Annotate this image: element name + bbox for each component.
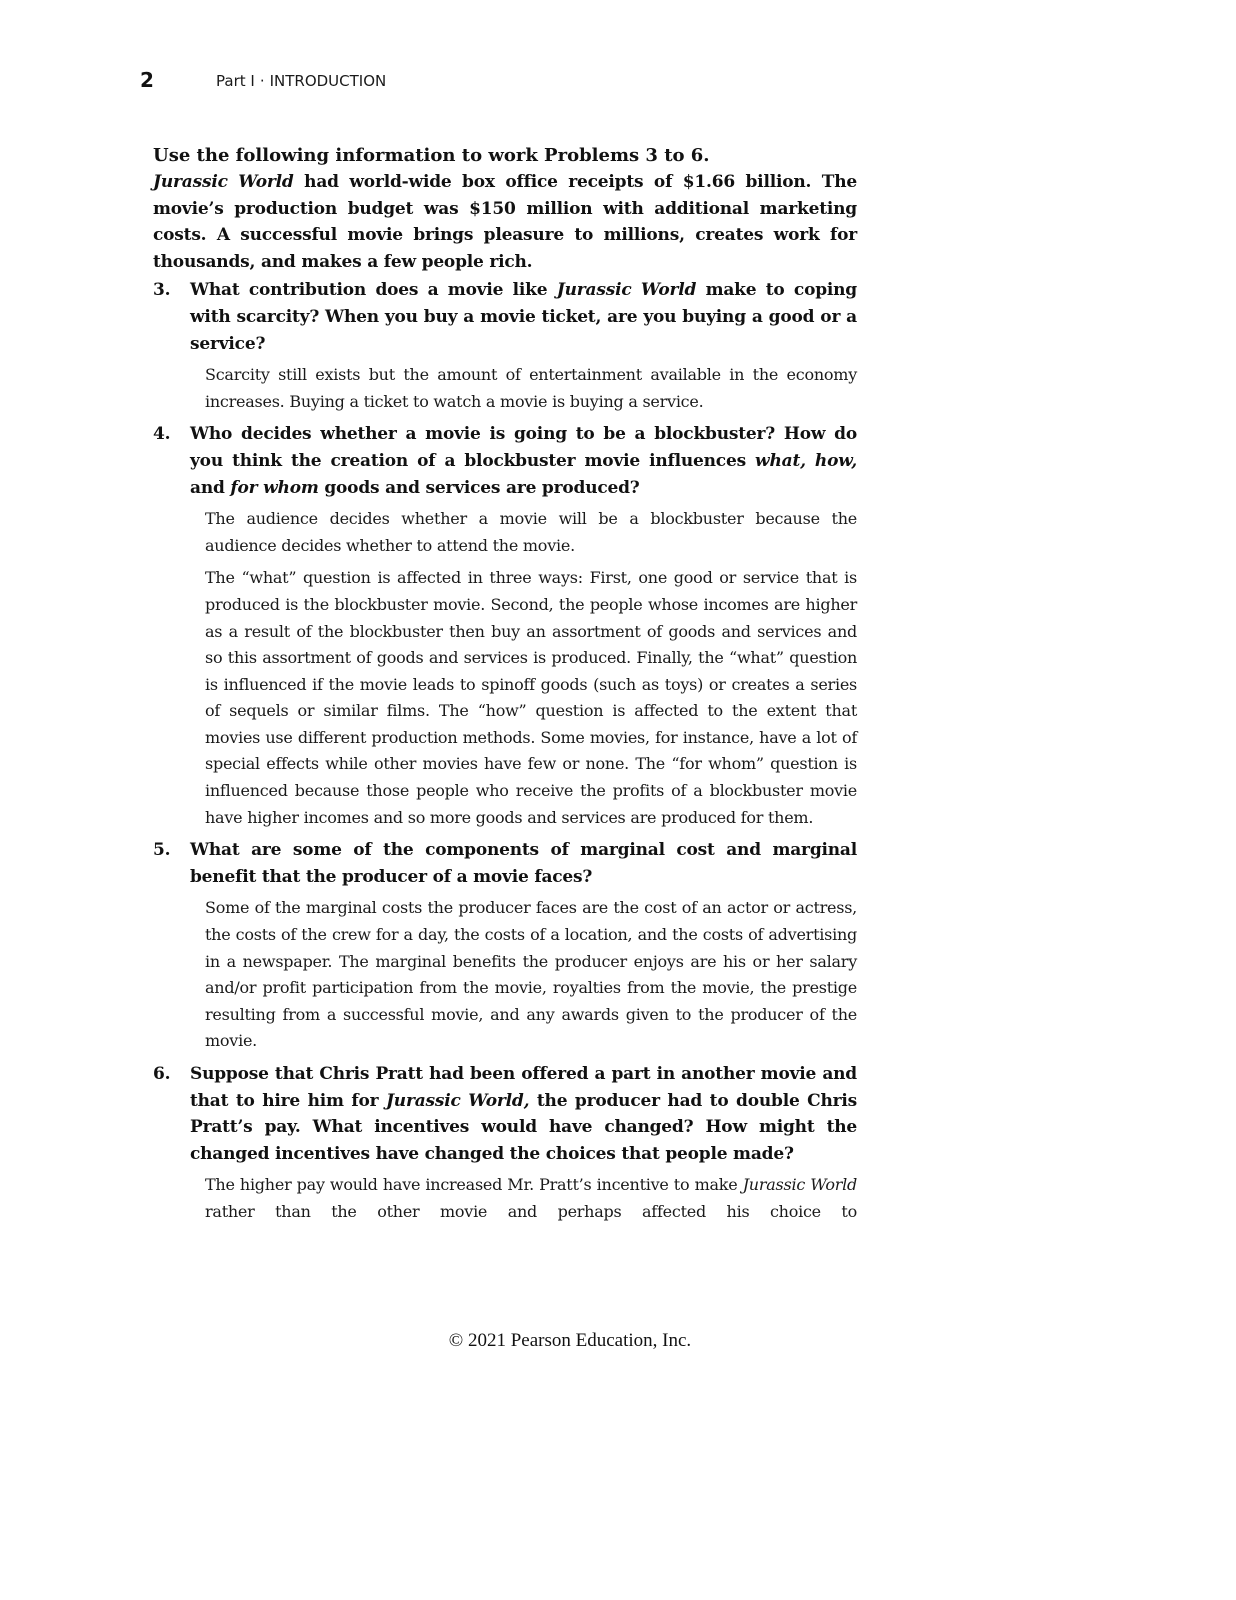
answer-4-paragraph-2: The “what” question is affected in three ways: First, one good or service that is produced is the blockbuster movie. Second, the people whose incomes are higher as a result of the blockbuster then buy an assortment of goods and services and so this assortment of goods and services is produced. Finally, the “what” question is influenced if the movie leads to spinoff goods (such as toys) or creates a series of sequels or similar films. The “how” question is affected to the extent that movies use different production methods. Some movies, for instance, have a lot of special effects while other movies have few or none. The “for whom” question is influenced because those people who receive the profits of a blockbuster movie have higher incomes and so more goods and services are produced for them.: [205, 568, 857, 827]
question-6: 6. Suppose that Chris Pratt had been offered a part in another movie and that to hire him for Jurassic World, the producer had to double Chris Pratt’s pay. What incentives would have changed? How might the changed incentives have changed the choices that people made?: [153, 1061, 857, 1167]
page-body: [153, 142, 857, 1226]
intro-paragraph: Jurassic World had world-wide box office receipts of $1.66 billion. The movie’s production budget was $150 million with additional marketing costs. A successful movie brings pleasure to millions, creates work for thousands, and makes a few people rich.: [153, 172, 857, 272]
question-3: 3. What contribution does a movie like Jurassic World make to coping with scarcity? When you buy a movie ticket, are you buying a good or a service?: [153, 277, 857, 357]
film-title: Jurassic World: [556, 280, 697, 301]
question-number: 5.: [153, 840, 171, 861]
film-title: Jurassic World: [153, 172, 294, 192]
question-5: 5. What are some of the components of marginal cost and marginal benefit that the producer of a movie faces?: [153, 837, 857, 890]
intro-heading: Use the following information to work Problems 3 to 6.: [153, 145, 710, 166]
question-number: 3.: [153, 280, 171, 301]
question-4: 4. Who decides whether a movie is going to be a blockbuster? How do you think the creation of a blockbuster movie influences what, how, and for whom goods and services are produced?: [153, 421, 857, 501]
film-title: Jurassic World,: [385, 1090, 530, 1111]
page-number: 2: [140, 68, 154, 92]
section-label: INTRODUCTION: [269, 72, 387, 90]
answer-3: Scarcity still exists but the amount of entertainment available in the economy increases. Buying a ticket to watch a movie is buying a service.: [205, 365, 857, 411]
running-head: [216, 72, 386, 90]
answer-4-paragraph-1: The audience decides whether a movie will be a blockbuster because the audience decides whether to attend the movie.: [205, 509, 857, 555]
part-label: Part I: [216, 72, 255, 90]
separator-dot: ·: [259, 72, 265, 90]
question-number: 6.: [153, 1064, 171, 1084]
film-title: Jurassic World: [742, 1175, 857, 1195]
answer-5: Some of the marginal costs the producer faces are the cost of an actor or actress, the costs of the crew for a day, the costs of a location, and the costs of advertising in a newspaper. The marginal benefits the producer enjoys are his or her salary and/or profit participation from the movie, royalties from the movie, the prestige resulting from a successful movie, and any awards given to the producer of the movie.: [205, 898, 857, 1051]
answer-6: The higher pay would have increased Mr. Pratt’s incentive to make Jurassic World rather than the other movie and perhaps affected his choice to: [205, 1175, 857, 1221]
question-number: 4.: [153, 424, 171, 445]
copyright-footer: © 2021 Pearson Education, Inc.: [448, 1330, 692, 1351]
